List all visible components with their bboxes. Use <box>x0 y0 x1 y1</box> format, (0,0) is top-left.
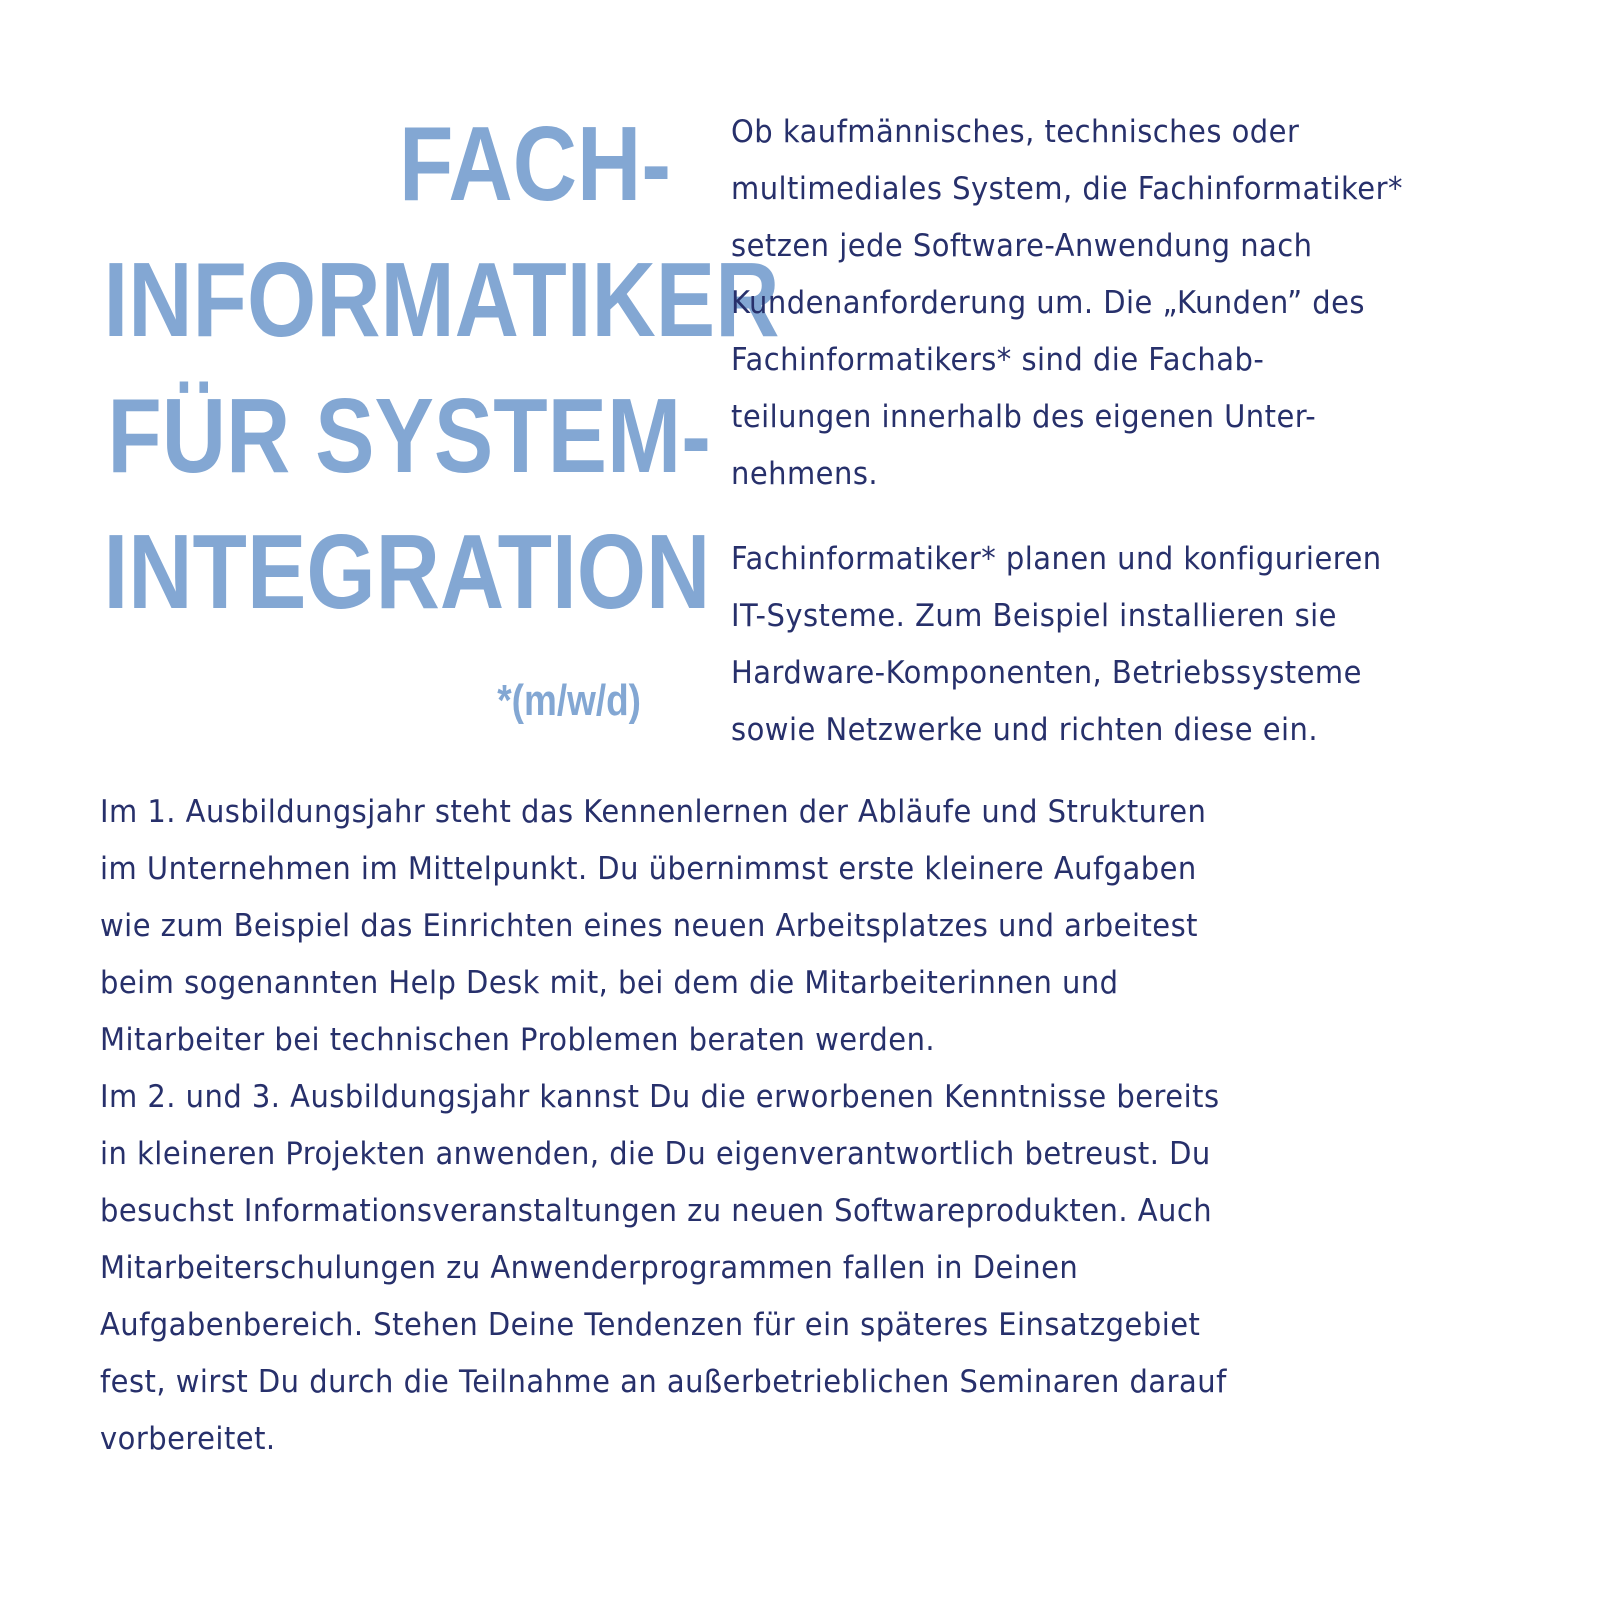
text-line: Hardware-Komponenten, Betriebssysteme <box>731 655 1362 691</box>
text-line: teilungen innerhalb des eigenen Unter- <box>731 399 1317 435</box>
title-line-1: FACH- <box>398 105 671 223</box>
intro-paragraph-2 <box>731 531 1561 759</box>
text-line: Ob kaufmännisches, technisches oder <box>731 114 1300 150</box>
text-line: Aufgabenbereich. Stehen Deine Tendenzen für ein späteres Einsatzgebiet <box>100 1307 1201 1343</box>
body-text <box>100 784 1550 1468</box>
text-line: Im 2. und 3. Ausbildungsjahr kannst Du die erworbenen Kenntnisse bereits <box>100 1079 1220 1115</box>
gender-note: *(m/w/d) <box>497 676 641 725</box>
paragraph-gap <box>731 503 1561 531</box>
text-line: Fachinformatikers* sind die Fachab- <box>731 342 1265 378</box>
text-line: wie zum Beispiel das Einrichten eines neuen Arbeitsplatzes und arbeitest <box>100 908 1198 944</box>
text-line: Kundenanforderung um. Die „Kunden” des <box>731 285 1365 321</box>
text-line: besuchst Informationsveranstaltungen zu neuen Softwareprodukten. Auch <box>100 1193 1213 1229</box>
title-line-3: FÜR SYSTEM- <box>107 377 711 495</box>
text-line: Mitarbeiter bei technischen Problemen beraten werden. <box>100 1022 936 1058</box>
text-line: Mitarbeiterschulungen zu Anwenderprogrammen fallen in Deinen <box>100 1250 1079 1286</box>
text-line: in kleineren Projekten anwenden, die Du eigenverantwortlich betreust. Du <box>100 1136 1211 1172</box>
text-line: sowie Netzwerke und richten diese ein. <box>731 712 1319 748</box>
text-line: setzen jede Software-Anwendung nach <box>731 228 1313 264</box>
text-line: Fachinformatiker* planen und konfigurieren <box>731 541 1382 577</box>
intro-text <box>731 104 1561 759</box>
text-line: IT-Systeme. Zum Beispiel installieren sie <box>731 598 1337 634</box>
text-line: multimediales System, die Fachinformatiker* <box>731 171 1403 207</box>
text-line: beim sogenannten Help Desk mit, bei dem die Mitarbeiterinnen und <box>100 965 1119 1001</box>
text-line: nehmens. <box>731 456 879 492</box>
intro-paragraph-1 <box>731 104 1561 503</box>
text-line: Im 1. Ausbildungsjahr steht das Kennenlernen der Abläufe und Strukturen <box>100 794 1207 830</box>
title-line-4: INTEGRATION <box>103 513 711 631</box>
text-line: fest, wirst Du durch die Teilnahme an außerbetrieblichen Seminaren darauf <box>100 1364 1227 1400</box>
text-line: im Unternehmen im Mittelpunkt. Du übernimmst erste kleinere Aufgaben <box>100 851 1197 887</box>
page-title <box>0 96 780 726</box>
text-line: vorbereitet. <box>100 1421 276 1457</box>
title-line-2: INFORMATIKER <box>103 241 780 359</box>
